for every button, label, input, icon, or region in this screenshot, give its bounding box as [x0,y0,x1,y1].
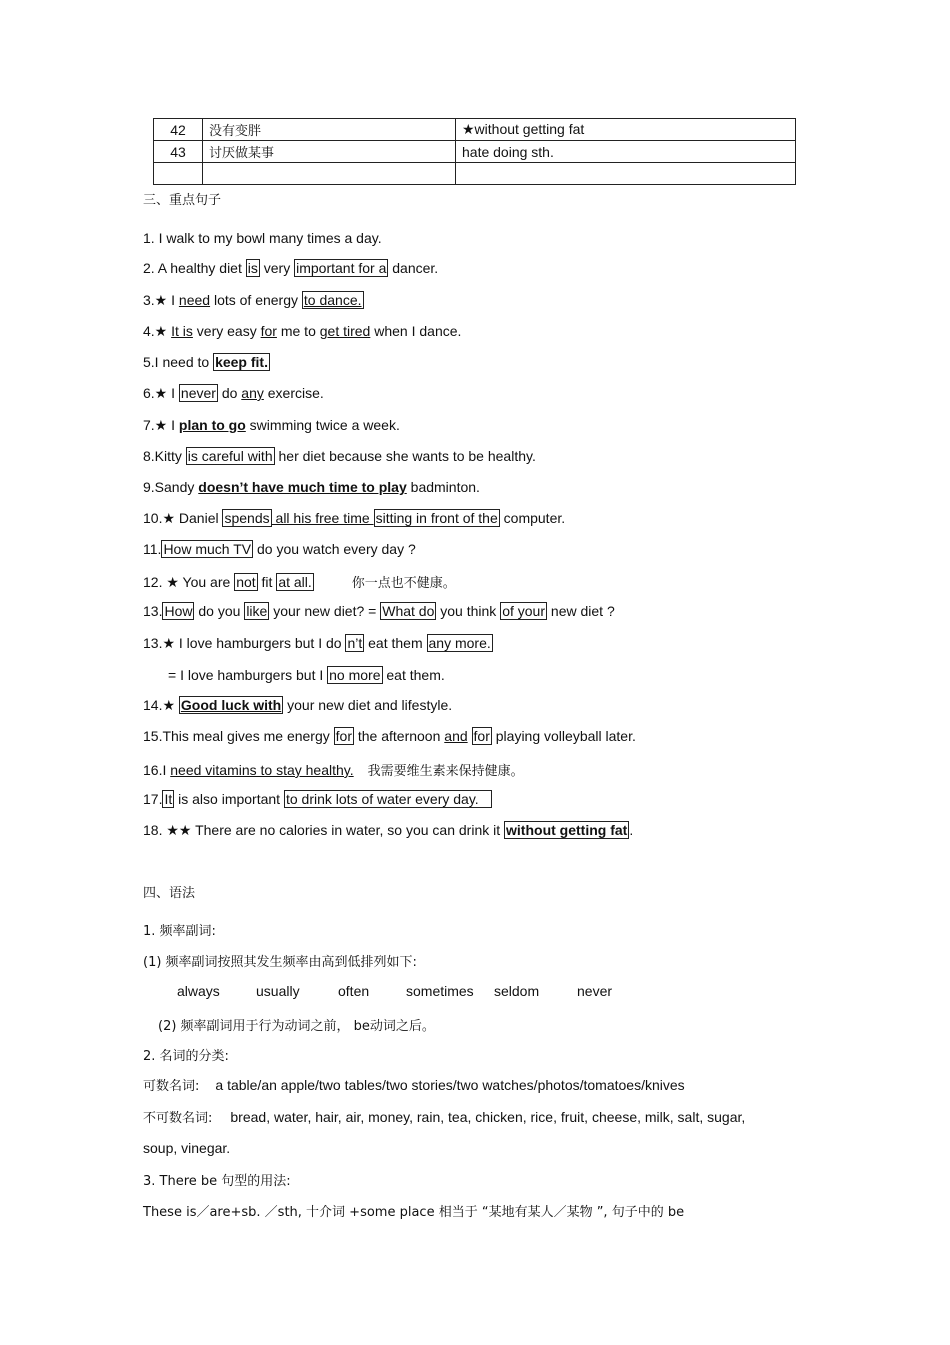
boxed-phrase: important for a [296,260,387,276]
text: you think [436,603,501,619]
boxed-phrase: It [164,791,173,807]
text: 11. [143,541,162,557]
sentence-16 [143,760,524,779]
text: 12. ★ You are [143,574,235,590]
adverb: always [177,983,220,999]
text: 6.★ I [143,385,179,401]
text: 13. [143,603,163,619]
english-phrase: hate doing sth. [456,141,796,163]
section-heading: 三、重点句子 [143,193,222,208]
text: 13.★ I love hamburgers but I do [143,635,346,651]
sentence-15 [143,728,636,744]
text: eat them. [382,667,445,683]
underlined-word: and [444,728,468,744]
label: 不可数名词: [143,1111,213,1126]
sentence-2 [143,260,438,276]
uncountable-nouns [143,1107,745,1126]
grammar-2-title: 2. 名词的分类: [143,1049,229,1064]
sentence-6 [143,385,324,402]
text: your new diet and lifestyle. [283,697,453,713]
text: bread, water, hair, air, money, rain, tea, chicken, rice, fruit, cheese, milk, salt, sugar, [230,1109,746,1125]
text: fit [257,574,277,590]
sentence-1: 1. I walk to my bowl many times a day. [143,230,382,246]
boxed-phrase: How [164,603,193,619]
text: 9.Sandy [143,479,199,495]
text: . [629,822,634,838]
sentence-10 [143,510,565,527]
boxed-phrase: n’t [347,635,363,651]
row-number: 43 [154,141,203,163]
text: do you [194,603,245,619]
grammar-3-text: These is／are+sb. ／sth, 十介词 +some place 相当于 “某地有某人／某物 ”, 句子中的 be [143,1205,685,1220]
adverb: sometimes [406,983,474,999]
sentence-12 [143,572,456,591]
text: 2. A healthy diet [143,260,246,276]
english-phrase [456,163,796,185]
table-row [154,141,796,163]
underlined-word: any [241,385,264,401]
text: all his free time [271,510,374,526]
boxed-phrase: sitting in front of the [375,510,498,526]
text: swimming twice a week. [245,417,400,433]
boxed-phrase: of your [502,603,546,619]
boxed-phrase: for [473,728,490,744]
row-number [154,163,203,185]
text: very [259,260,295,276]
table-row [154,163,796,185]
sentence-9 [143,479,480,495]
underlined-phrase: need vitamins to stay healthy. [170,762,354,778]
grammar-1-title: 1. 频率副词: [143,924,216,939]
text: 15.This meal gives me energy [143,728,334,744]
boxed-phrase: is careful with [187,448,273,464]
boxed-phrase: never [180,385,216,401]
text: 10.★ Daniel [143,510,223,526]
underlined-word: need [178,292,211,308]
text: is also important [174,791,284,807]
label: 可数名词: [143,1079,200,1094]
text: your new diet? = [269,603,381,619]
sentence-5 [143,354,270,370]
frequency-adverbs [177,983,612,999]
text: 4.★ [143,323,172,339]
sentence-13-star [143,635,493,652]
boxed-phrase: not [236,574,256,590]
boxed-phrase: for [335,728,352,744]
adverb: never [577,983,613,999]
text: = I love hamburgers but I [168,667,328,683]
grammar-1-sub1: (1) 频率副词按照其发生频率由高到低排列如下: [143,955,417,970]
text: 8.Kitty [143,448,186,464]
boxed-phrase: keep fit. [215,354,268,370]
boxed-phrase: How much TV [163,541,252,557]
text: new diet ? [547,603,615,619]
boxed-phrase: at all. [278,574,312,590]
text: 5.I need to [143,354,214,370]
adverb: often [338,983,370,999]
boxed-phrase: What do [382,603,435,619]
text: lots of energy [210,292,302,308]
boxed-phrase: any more. [428,635,491,651]
underlined-word: get tired [319,323,371,339]
text: 14.★ [143,697,179,713]
bold-phrase: plan to go [178,417,246,433]
boxed-phrase: no more [329,667,381,683]
sentence-13-equivalent [168,667,445,683]
text: when I dance. [370,323,462,339]
sentence-4 [143,323,461,340]
text [468,728,472,744]
chinese-phrase: 没有变胖 [203,119,456,141]
boxed-phrase: without getting fat [506,822,628,838]
sentence-8 [143,448,536,464]
text: dancer. [388,260,439,276]
grammar-1-sub2: (2) 频率副词用于行为动词之前， be动词之后。 [158,1019,435,1034]
english-phrase: ★without getting fat [456,119,796,141]
boxed-phrase: to drink lots of water every day. [284,790,492,808]
text: 7.★ I [143,417,179,433]
section-heading: 四、语法 [143,886,196,901]
sentence-13 [143,603,615,619]
countable-nouns [143,1075,685,1094]
text: 17. [143,791,163,807]
sentence-3 [143,292,364,309]
text: 16.I [143,762,171,778]
sentence-17 [143,791,492,807]
underlined-word: for [260,323,277,339]
adverb: seldom [494,983,540,999]
grammar-3-title: 3. There be 句型的用法: [143,1174,291,1189]
chinese-translation: 我需要维生素来保持健康。 [367,764,524,779]
vocabulary-table [153,118,796,185]
text: do you watch every day ? [253,541,416,557]
text: the afternoon [353,728,445,744]
text: eat them [364,635,427,651]
boxed-phrase: Good luck with [180,697,282,713]
boxed-phrase: like [246,603,268,619]
sentence-7 [143,417,400,434]
sentence-11 [143,541,416,557]
text: exercise. [263,385,324,401]
uncountable-nouns-cont: soup, vinegar. [143,1140,231,1156]
text: computer. [499,510,566,526]
sentence-14 [143,697,452,714]
sentence-18 [143,822,633,839]
text: badminton. [406,479,480,495]
text: 18. ★★ There are no calories in water, so you can drink it [143,822,505,838]
text: very easy [192,323,261,339]
boxed-phrase: is [247,260,258,276]
text: a table/an apple/two tables/two stories/two watches/photos/tomatoes/knives [215,1077,685,1093]
text: do [217,385,242,401]
boxed-phrase: to dance. [303,292,362,308]
bold-phrase: doesn’t have much time to play [198,479,407,495]
text: playing volleyball later. [491,728,636,744]
boxed-phrase: spends [224,510,270,526]
underlined-word: It is [171,323,193,339]
table-row [154,119,796,141]
row-number: 42 [154,119,203,141]
text: me to [276,323,320,339]
text: her diet because she wants to be healthy. [274,448,536,464]
text: 3.★ I [143,292,179,308]
adverb: usually [256,983,300,999]
chinese-phrase [203,163,456,185]
chinese-phrase: 讨厌做某事 [203,141,456,163]
chinese-translation: 你一点也不健康。 [351,576,456,591]
